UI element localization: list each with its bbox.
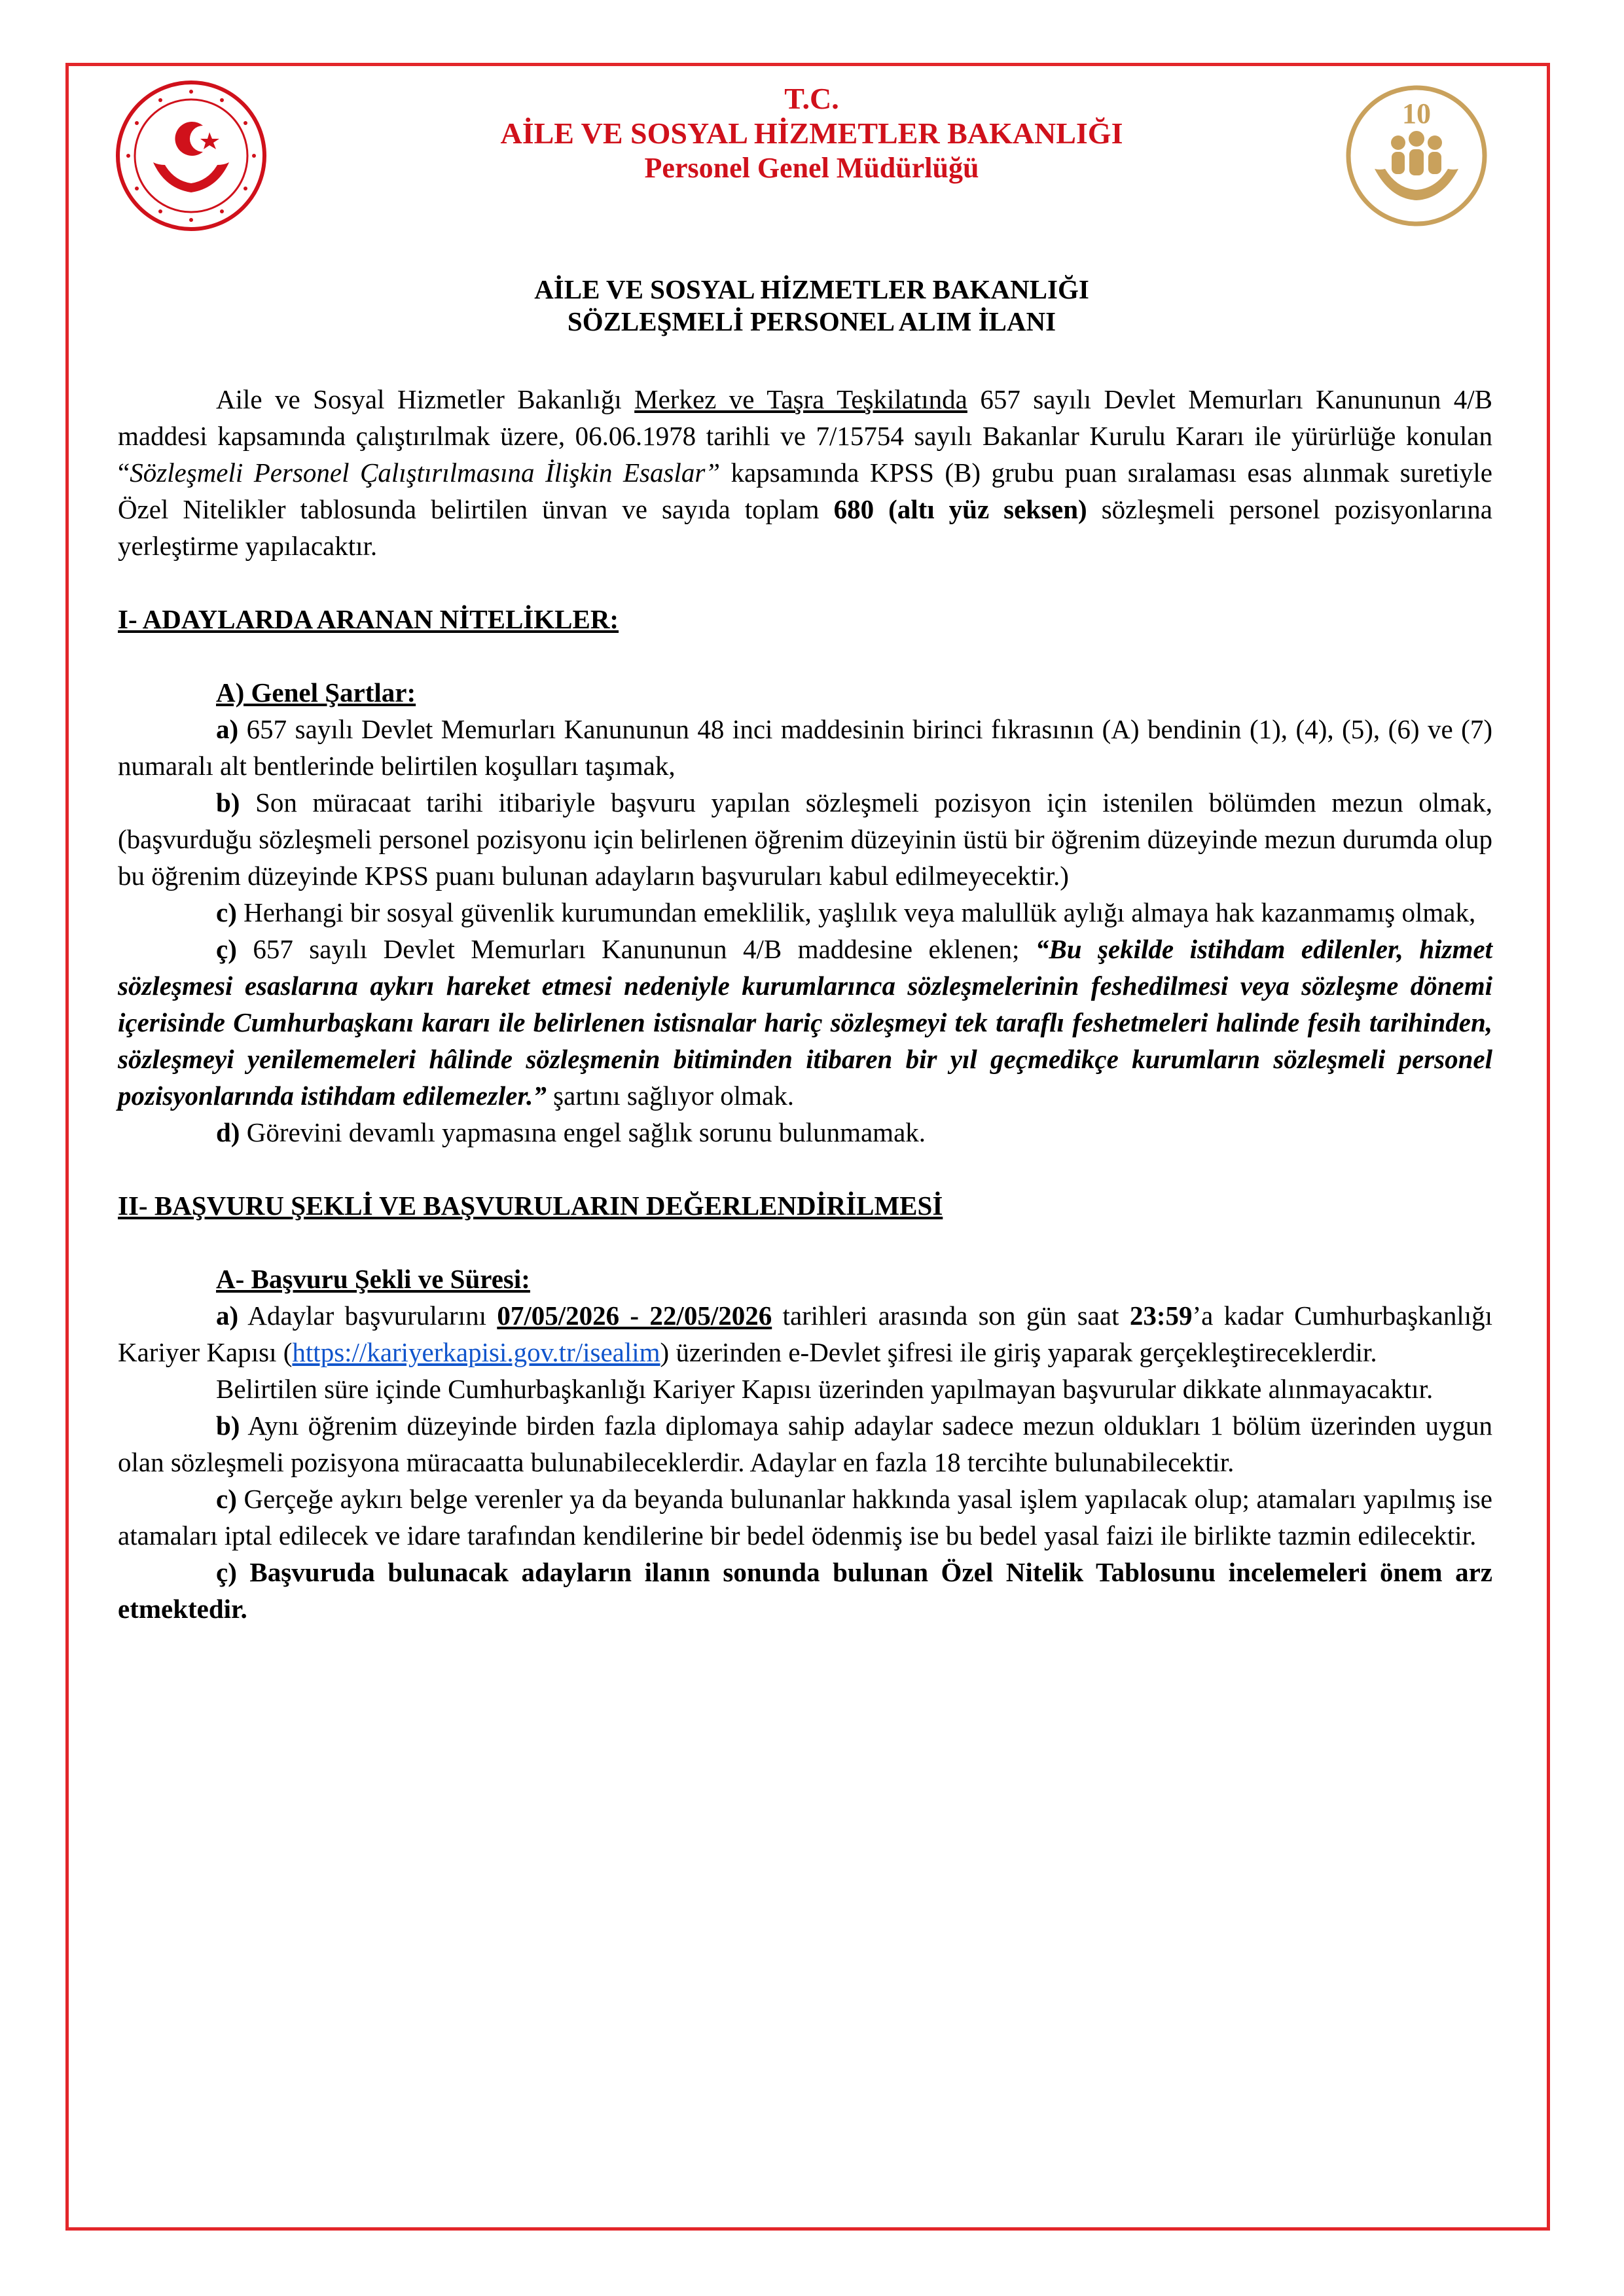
item-text: Aynı öğrenim düzeyinde birden fazla diplomaya sahip adaylar sadece mezun oldukları 1 bölüm üzerinden uygun olan sözleşmeli pozisyona müracaatta bulunabileceklerdir. Adaylar en fazla 18 tercihte bulunabilecektir. bbox=[118, 1410, 1492, 1477]
section-1-heading: I- ADAYLARDA ARANAN NİTELİKLER: bbox=[118, 604, 619, 634]
family-decade-logo-icon bbox=[1338, 77, 1495, 234]
intro-organization: Merkez ve Taşra Teşkilatında bbox=[634, 384, 967, 414]
application-note: Belirtilen süre içinde Cumhurbaşkanlığı Kariyer Kapısı üzerinden yapılmayan başvurular dikkate alınmayacaktır. bbox=[216, 1374, 1434, 1404]
section-1-subheading: A) Genel Şartlar: bbox=[216, 677, 416, 708]
item-marker: a) bbox=[216, 1300, 239, 1331]
condition-d bbox=[118, 1114, 1492, 1151]
item-text: ) üzerinden e-Devlet şifresi ile giriş yaparak gerçekleştireceklerdir. bbox=[660, 1337, 1377, 1367]
item-text: ’a kadar Cumhurbaşkanlığı Kariyer Kapısı ( bbox=[118, 1300, 1493, 1367]
intro-paragraph bbox=[118, 381, 1492, 564]
item-marker: d) bbox=[216, 1117, 240, 1147]
condition-c bbox=[118, 894, 1492, 931]
title-line-2: SÖZLEŞMELİ PERSONEL ALIM İLANI bbox=[567, 306, 1056, 337]
law-quote: “Bu şekilde istihdam edilenler, hizmet sözleşmesi esaslarına aykırı hareket etmesi nedeniyle kurumlarınca sözleşmelerinin feshedilmesi veya sözleşme dönemi içerisinde Cumhurbaşkanı kararı ile belirlenen istisnalar hariç sözleşmeyi tek taraflı feshetmeleri halinde fesih tarihinden, sözleşmeyi yenilememeleri hâlinde sözleşmenin bitiminden itibaren bir yıl geçmedikçe kurumların sözleşmeli personel pozisyonlarında istihdam edilemezler.” bbox=[118, 934, 1492, 1111]
header-line-ministry: AİLE VE SOSYAL HİZMETLER BAKANLIĞI bbox=[500, 117, 1123, 151]
item-marker: c) bbox=[216, 897, 237, 927]
item-text-tail: şartını sağlıyor olmak. bbox=[546, 1081, 794, 1111]
intro-text-4: sözleşmeli personel pozisyonlarına yerleştirme yapılacaktır. bbox=[118, 494, 1493, 561]
intro-text-3: kapsamında KPSS (B) grubu puan sıralaması esas alınmak suretiyle Özel Nitelikler tablosunda belirtilen ünvan ve sayıda toplam bbox=[118, 457, 1492, 524]
intro-regulation-title: Sözleşmeli Personel Çalıştırılmasına İlişkin Esaslar” bbox=[130, 457, 721, 488]
item-marker: ç) bbox=[216, 934, 237, 964]
condition-b bbox=[118, 784, 1492, 894]
application-dates: 07/05/2026 - 22/05/2026 bbox=[497, 1300, 772, 1331]
condition-cc bbox=[118, 931, 1492, 1114]
application-a bbox=[118, 1297, 1492, 1371]
item-text: Gerçeğe aykırı belge verenler ya da beyanda bulunanlar hakkında yasal işlem yapılacak olup; atamaları yapılmış ise atamaları iptal edilecek ve idare tarafından kendilerine bir bedel ödenmiş ise bu bedel yasal faizi ile birlikte tazmin edilecektir. bbox=[118, 1484, 1492, 1551]
item-text: 657 sayılı Devlet Memurları Kanununun 48 inci maddesinin birinci fıkrasının (A) bendinin (1), (4), (5), (6) ve (7) numaralı alt bentlerinde belirtilen koşulları taşımak, bbox=[118, 714, 1492, 781]
svg-text:10: 10 bbox=[1402, 98, 1431, 130]
intro-text-1: Aile ve Sosyal Hizmetler Bakanlığı bbox=[216, 384, 635, 414]
item-text: Son müracaat tarihi itibariyle başvuru yapılan sözleşmeli pozisyon için istenilen bölümden mezun olmak, (başvurduğu sözleşmeli personel pozisyonu için belirlenen öğrenim düzeyinin üstü bir öğrenim düzeyinde mezun durumda olup bu öğrenim düzeyinde KPSS puanı bulunan adayların başvuruları kabul edilmeyecektir.) bbox=[118, 787, 1492, 891]
section-2-heading: II- BAŞVURU ŞEKLİ VE BAŞVURULARIN DEĞERLENDİRİLMESİ bbox=[118, 1191, 943, 1221]
item-text: 657 sayılı Devlet Memurları Kanununun 4/B maddesine eklenen; bbox=[236, 934, 1036, 964]
ministry-seal-icon bbox=[113, 77, 270, 234]
item-text: Görevini devamlı yapmasına engel sağlık sorunu bulunmamak. bbox=[240, 1117, 926, 1147]
document-body bbox=[118, 381, 1492, 1627]
application-cc: ç) Başvuruda bulunacak adayların ilanın sonunda bulunan Özel Nitelik Tablosunu incelemeleri önem arz etmektedir. bbox=[118, 1557, 1492, 1624]
intro-text-2: 657 sayılı Devlet Memurları Kanununun 4/B maddesi kapsamında çalıştırılmak üzere, 06.06.1978 tarihli ve 7/15754 sayılı Bakanlar Kurulu Kararı ile yürürlüğe konulan “ bbox=[118, 384, 1492, 488]
item-text: Adaylar başvurularını bbox=[238, 1300, 497, 1331]
item-marker: b) bbox=[216, 1410, 240, 1441]
application-b bbox=[118, 1407, 1492, 1480]
header-line-tc: T.C. bbox=[784, 82, 839, 115]
title-line-1: AİLE VE SOSYAL HİZMETLER BAKANLIĞI bbox=[534, 274, 1089, 304]
application-c bbox=[118, 1480, 1492, 1554]
deadline-time: 23:59 bbox=[1129, 1300, 1193, 1331]
condition-a bbox=[118, 711, 1492, 784]
item-marker: c) bbox=[216, 1484, 237, 1514]
item-text: tarihleri arasında son gün saat bbox=[772, 1300, 1130, 1331]
item-text: Herhangi bir sosyal güvenlik kurumundan emeklilik, yaşlılık veya malullük aylığı almaya hak kazanmamış olmak, bbox=[236, 897, 1476, 927]
item-marker: b) bbox=[216, 787, 240, 817]
kariyer-kapisi-link[interactable]: https://kariyerkapisi.gov.tr/isealim bbox=[292, 1337, 660, 1367]
document-header bbox=[327, 81, 1296, 185]
header-line-directorate: Personel Genel Müdürlüğü bbox=[644, 151, 979, 184]
document-title bbox=[118, 274, 1506, 338]
section-2-subheading: A- Başvuru Şekli ve Süresi: bbox=[216, 1264, 530, 1294]
intro-position-count: 680 (altı yüz seksen) bbox=[833, 494, 1087, 524]
item-marker: a) bbox=[216, 714, 239, 744]
